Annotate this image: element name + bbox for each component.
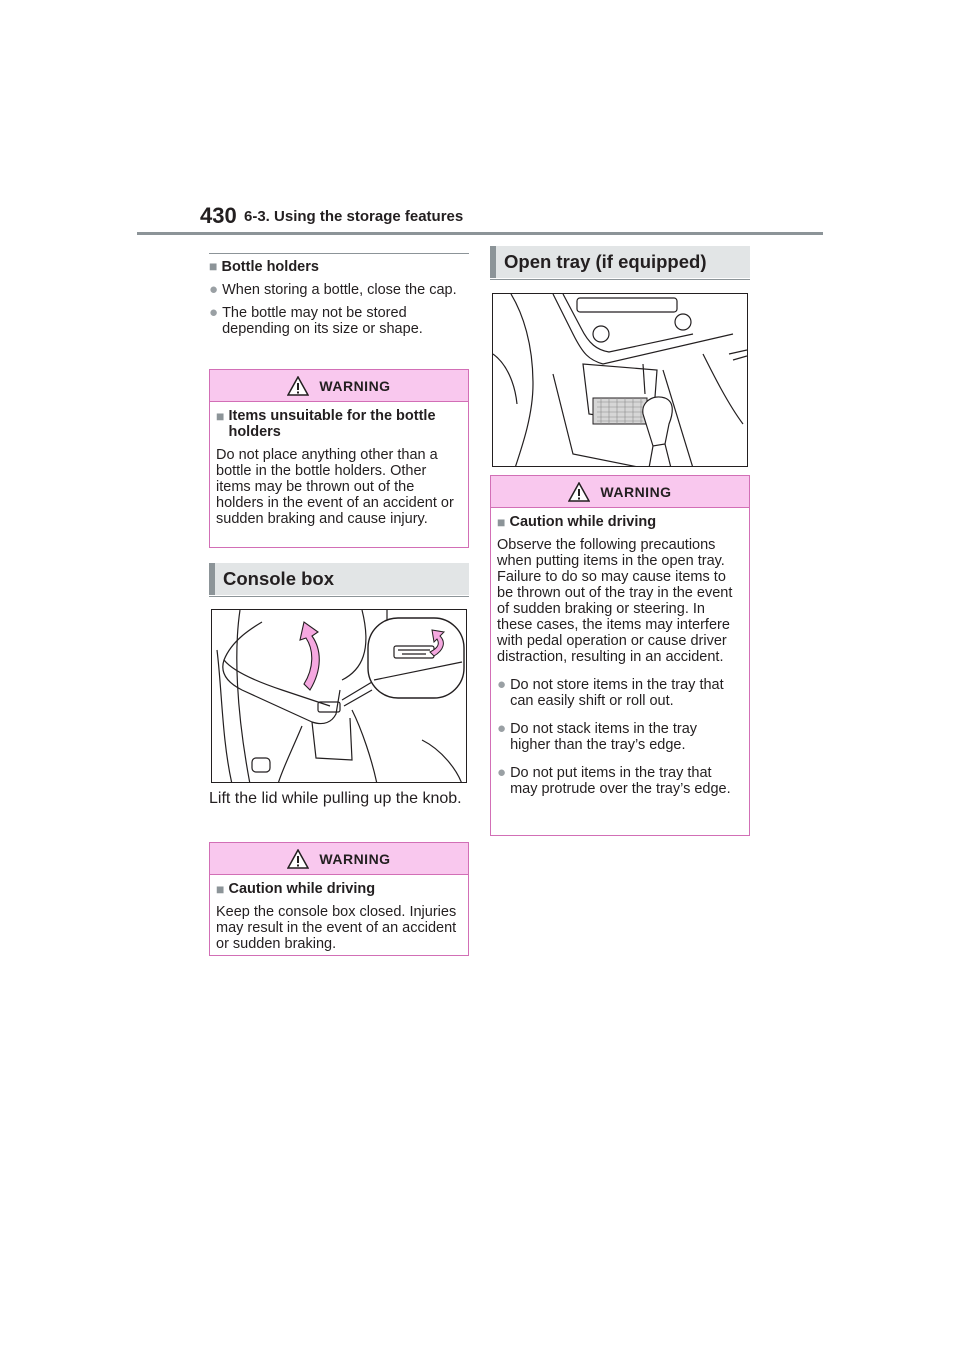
warning-triangle-icon bbox=[287, 376, 309, 396]
band-rule bbox=[490, 279, 750, 280]
square-bullet-icon: ■ bbox=[216, 881, 225, 897]
warning-header bbox=[210, 843, 468, 875]
list-item: ● Do not stack items in the tray higher than the tray’s edge. bbox=[497, 720, 698, 753]
square-bullet-icon: ■ bbox=[216, 408, 225, 424]
round-bullet-icon: ● bbox=[497, 764, 507, 781]
band-rule bbox=[209, 596, 469, 597]
round-bullet-icon: ● bbox=[497, 676, 507, 693]
section-title: 6-3. Using the storage features bbox=[244, 208, 464, 225]
console-box-illustration bbox=[211, 609, 467, 783]
warning-box-tray bbox=[490, 475, 750, 836]
warning-label: WARNING bbox=[319, 850, 391, 867]
round-bullet-icon: ● bbox=[497, 720, 507, 737]
open-tray-heading: Open tray (if equipped) bbox=[490, 246, 750, 278]
console-box-caption: Lift the lid while pulling up the knob. bbox=[209, 790, 462, 807]
warning-triangle-icon bbox=[287, 849, 309, 869]
warning-text: Observe the following precautions when putting items in the open tray. Failure to do so may cause items to be thrown out of the tray in the event of sudden braking or steering. In these cases, the items may interfere with pedal operation or cause driver distraction, resulting in an accident. bbox=[497, 537, 733, 665]
warning-subheading: ■ Items unsuitable for the bottle holders bbox=[216, 408, 436, 440]
bottle-holders-heading: ■ Bottle holders bbox=[209, 258, 319, 275]
bottle-top-rule bbox=[209, 253, 469, 254]
warning-text: Keep the console box closed. Injuries may result in the event of an accident or sudden braking. bbox=[216, 904, 457, 952]
warning-header bbox=[210, 370, 468, 402]
header-rule bbox=[137, 232, 823, 235]
warning-text: Do not place anything other than a bottle in the bottle holders. Other items may be thrown out of the holders in the event of an accident or sudden braking and cause injury. bbox=[216, 447, 454, 527]
square-bullet-icon: ■ bbox=[497, 514, 506, 530]
bottle-holders-section bbox=[209, 258, 469, 337]
warning-label: WARNING bbox=[600, 483, 672, 500]
page-number: 430 bbox=[200, 203, 237, 228]
list-item: ● Do not put items in the tray that may protrude over the tray’s edge. bbox=[497, 764, 731, 797]
warning-box-bottle bbox=[209, 369, 469, 548]
open-tray-illustration bbox=[492, 293, 748, 467]
warning-label: WARNING bbox=[319, 377, 391, 394]
list-item: ● Do not store items in the tray that can easily shift or roll out. bbox=[497, 676, 724, 709]
list-item: ● When storing a bottle, close the cap. bbox=[209, 281, 457, 298]
round-bullet-icon: ● bbox=[209, 281, 219, 298]
square-bullet-icon: ■ bbox=[209, 258, 218, 274]
warning-triangle-icon bbox=[568, 482, 590, 502]
list-item: ● The bottle may not be stored depending on its size or shape. bbox=[209, 304, 423, 337]
warning-subheading: ■ Caution while driving bbox=[216, 881, 376, 897]
warning-subheading: ■ Caution while driving bbox=[497, 514, 657, 530]
console-box-heading: Console box bbox=[209, 563, 469, 595]
warning-header bbox=[491, 476, 749, 508]
warning-box-console bbox=[209, 842, 469, 956]
round-bullet-icon: ● bbox=[209, 304, 219, 321]
